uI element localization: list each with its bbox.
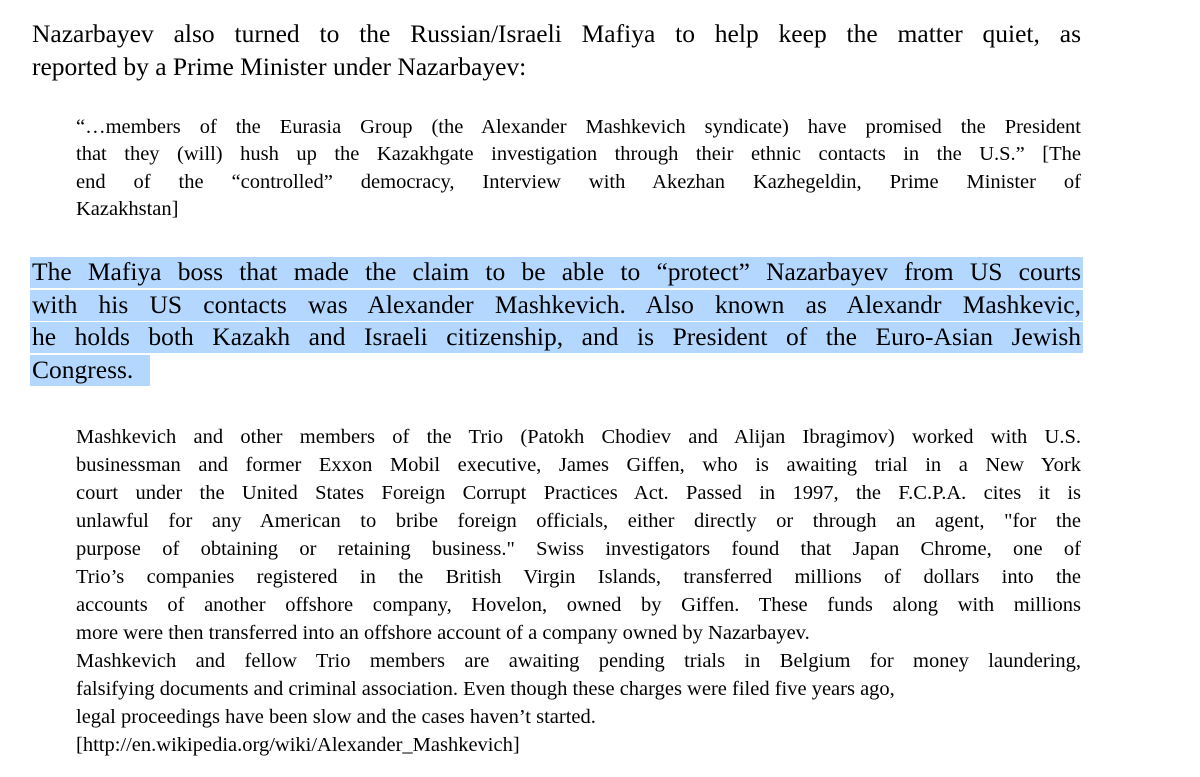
body-line-8: more were then transferred into an offshore account of a company owned by Nazarbayev. [76, 622, 810, 644]
quote-line-4: Kazakhstan] [76, 197, 179, 220]
body-line-5: purpose of obtaining or retaining business." Swiss investigators found that Japan Chrome, one of [76, 538, 1081, 560]
body-paragraph [76, 423, 1081, 759]
body-line-7: accounts of another offshore company, Hovelon, owned by Giffen. These funds along with millions [76, 594, 1081, 616]
body-line-4: unlawful for any American to bribe foreign officials, either directly or through an agent, "for the [76, 510, 1081, 532]
body-line-11: legal proceedings have been slow and the cases haven’t started. [76, 706, 596, 728]
highlighted-line-3-text: he holds both Kazakh and Israeli citizenship, and is President of the Euro-Asian Jewish [32, 322, 1081, 351]
quote-line-3: end of the “controlled” democracy, Interview with Akezhan Kazhegeldin, Prime Minister of [76, 170, 1081, 193]
intro-paragraph [32, 18, 1081, 83]
intro-line-2: reported by a Prime Minister under Nazarbayev: [32, 51, 527, 81]
highlighted-line-2-text: with his US contacts was Alexander Mashkevich. Also known as Alexandr Mashkevic, [32, 289, 1081, 319]
body-line-6: Trio’s companies registered in the British Virgin Islands, transferred millions of dollars into the [76, 566, 1081, 588]
highlighted-line [32, 289, 1081, 322]
quote-line-2: that they (will) hush up the Kazakhgate investigation through their ethnic contacts in the U.S.” [The [76, 143, 1081, 166]
body-line-2: businessman and former Exxon Mobil executive, James Giffen, who is awaiting trial in a New York [76, 454, 1081, 476]
highlighted-line [32, 354, 1081, 387]
highlighted-line [32, 321, 1081, 354]
quote-line-1: “…members of the Eurasia Group (the Alexander Mashkevich syndicate) have promised the President [76, 116, 1081, 138]
block-quote [76, 114, 1081, 223]
highlighted-paragraph[interactable] [32, 256, 1081, 386]
intro-line-1: Nazarbayev also turned to the Russian/Israeli Mafiya to help keep the matter quiet, as [32, 19, 1081, 48]
highlighted-line-4-text: Congress. [32, 354, 134, 384]
body-line-9: Mashkevich and fellow Trio members are awaiting pending trials in Belgium for money laundering, [76, 650, 1081, 672]
body-line-3: court under the United States Foreign Corrupt Practices Act. Passed in 1997, the F.C.P.A. cites it is [76, 482, 1081, 504]
body-line-1: Mashkevich and other members of the Trio (Patokh Chodiev and Alijan Ibragimov) worked with U.S. [76, 426, 1081, 448]
highlighted-line [32, 256, 1081, 289]
body-line-10: falsifying documents and criminal association. Even though these charges were filed five years ago, [76, 678, 895, 700]
source-link[interactable]: [http://en.wikipedia.org/wiki/Alexander_Mashkevich] [76, 734, 520, 756]
highlighted-line-1-text: The Mafiya boss that made the claim to be able to “protect” Nazarbayev from US courts [32, 257, 1081, 286]
